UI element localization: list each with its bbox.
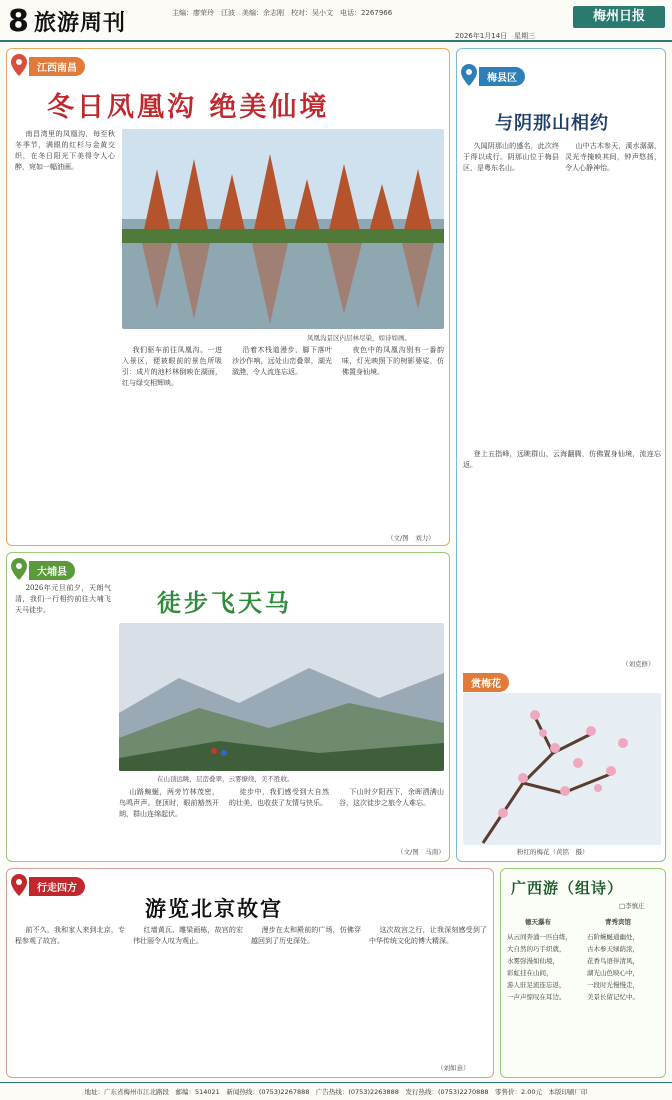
poem-line: 从云间奔涌一匹白练， (507, 933, 572, 941)
poem-subtitle-1: 德天瀑布 (525, 918, 551, 926)
poem-line: 花香鸟语伴清风， (587, 957, 639, 965)
paragraph: 山中古木参天，溪水潺潺，灵光寺掩映其间，钟声悠扬，令人心静神怡。 (565, 142, 661, 172)
poem-subtitle-2: 青秀宾馆 (605, 918, 631, 926)
newspaper-logo: 梅州日报 (573, 6, 665, 28)
editor-info: 主编：廖荣玲 江波 美编：余志刚 校对：吴小文 电话：2267966 (172, 9, 393, 17)
paragraph: 久闻阴那山的盛名，此次终于得以成行。阴那山位于梅县区，是粤东名山。 (463, 142, 559, 172)
paragraph: 山路蜿蜒，两旁竹林茂密，鸟鸣声声。登顶时，眼前豁然开朗，群山连绵起伏。 (119, 788, 219, 818)
paragraph: 下山时夕阳西下，余晖洒满山谷，这次徒步之旅令人难忘。 (339, 788, 444, 807)
paragraph: 2026年元旦前夕，天朗气清，我们一行相约前往大埔飞天马徒步。 (15, 584, 111, 614)
article-title: 与阴那山相约 (495, 113, 609, 134)
location-pin-icon (9, 557, 29, 581)
paragraph: 这次故宫之行，让我深刻感受到了中华传统文化的博大精深。 (369, 926, 487, 945)
article-author: （文/图 马南） (397, 848, 445, 856)
paragraph: 漫步在太和殿前的广场，仿佛穿越回到了历史深处。 (251, 926, 361, 945)
article-body-col1 (15, 925, 125, 1071)
photo-caption: 在山顶远眺，层峦叠翠，云雾缭绕，美不胜收。 (157, 775, 294, 783)
region-tag: 梅县区 (479, 67, 525, 86)
article-body-col1 (463, 141, 559, 441)
region-tag: 大埔县 (29, 561, 75, 580)
poem-line: 古木参天绿荫浓， (587, 945, 639, 953)
plum-blossom-photo (463, 693, 661, 845)
photo-tag: 赏梅花 (463, 673, 509, 692)
section-title: 旅游周刊 (34, 11, 127, 36)
article-body-col2 (119, 787, 219, 855)
article-body-col3 (229, 787, 329, 855)
article-hiking (6, 552, 450, 862)
article-forbidden-city (6, 868, 494, 1078)
page-footer: 地址：广东省梅州市江北路段 邮编：514021 新闻热线：(0753)2267888 广告热线：(0753)2263888 发行热线：(0753)2270888 零售价：2.00元 本版印刷厂印 (0, 1082, 672, 1100)
mountain-image (119, 623, 444, 771)
forest-lake-image (122, 129, 444, 329)
poem-guangxi (500, 868, 666, 1078)
paragraph: 沿着木栈道漫步，脚下落叶沙沙作响，远处山峦叠翠，湖光潋滟，令人流连忘返。 (232, 346, 332, 376)
article-body-col1 (15, 129, 115, 539)
page-header (0, 0, 672, 42)
article-author: （刘克修） (622, 660, 655, 668)
location-pin-icon (9, 873, 29, 897)
mountain-view-photo (119, 623, 444, 771)
article-body-col1 (15, 583, 111, 855)
article-yinna-mountain (456, 48, 666, 862)
article-title: 冬日凤凰沟 绝美仙境 (47, 92, 330, 123)
poem-author: □李慎庄 (619, 902, 645, 910)
article-body-col4 (342, 345, 444, 525)
article-author: （文/图 刘力） (387, 534, 435, 542)
article-body-col2 (122, 345, 222, 539)
poem-line: 彩虹挂在山间， (507, 969, 553, 977)
poem-line: 石阶蜿蜒通幽处， (587, 933, 639, 941)
photo-caption: 凤凰沟景区内层林尽染，如诗如画。 (307, 334, 411, 342)
autumn-forest-photo (122, 129, 444, 329)
photo-caption: 粉红的梅花（黄铭 摄） (517, 848, 589, 856)
article-body-col2 (565, 141, 661, 441)
article-body-col4 (369, 925, 487, 1059)
article-title: 游览北京故宫 (145, 897, 283, 921)
article-body-col2 (133, 925, 243, 1071)
paragraph: 前不久，我和家人来到北京，专程参观了故宫。 (15, 926, 125, 945)
article-body-col3 (463, 449, 661, 659)
poem-title: 广西游（组诗） (511, 879, 624, 897)
article-body-col3 (232, 345, 332, 539)
plum-blossom-image (463, 693, 661, 845)
article-author: （刘如意） (437, 1064, 470, 1072)
paragraph: 红墙黄瓦、雕梁画栋，故宫的宏伟壮丽令人叹为观止。 (133, 926, 243, 945)
article-title: 徒步飞天马 (157, 589, 292, 617)
article-phoenix-valley (6, 48, 450, 546)
paragraph: 南昌湾里的凤凰沟，每至秋冬季节，满眼的红杉与金黄交织，在冬日阳光下美得令人心醉，宛如一幅油画。 (15, 130, 115, 171)
paragraph: 徒步中，我们感受到大自然的壮美，也收获了友情与快乐。 (229, 788, 329, 807)
poem-stanza-1 (507, 931, 583, 1003)
poem-line: 游人驻足流连忘返， (507, 981, 566, 989)
paragraph: 登上五指峰，远眺群山，云海翻腾，仿佛置身仙境，流连忘返。 (463, 450, 661, 469)
article-body-col3 (251, 925, 361, 1071)
issue-date: 2026年1月14日 星期三 (455, 32, 536, 40)
poem-line: 大自然的巧手织就， (507, 945, 566, 953)
poem-stanza-2 (587, 931, 663, 1003)
region-tag: 行走四方 (29, 877, 85, 896)
location-pin-icon (459, 63, 479, 87)
paragraph: 夜色中的凤凰沟别有一番韵味，灯光映照下的树影婆娑，仿佛置身仙境。 (342, 346, 444, 376)
poem-line: 湖光山色映心中， (587, 969, 639, 977)
article-body-col4 (339, 787, 444, 843)
poem-line: 水雾弥漫如仙境， (507, 957, 559, 965)
poem-line: 一声声惊叹在耳边。 (507, 993, 566, 1001)
poem-line: 一段时光慢慢走， (587, 981, 639, 989)
poem-line: 美景长留记忆中。 (587, 993, 639, 1001)
region-tag: 江西南昌 (29, 57, 85, 76)
paragraph: 我们驱车前往凤凰沟。一进入景区，便被眼前的景色所吸引：成片的池杉林倒映在湖面，红与绿交相辉映。 (122, 346, 222, 387)
location-pin-icon (9, 53, 29, 77)
page-number: 8 (8, 4, 29, 39)
